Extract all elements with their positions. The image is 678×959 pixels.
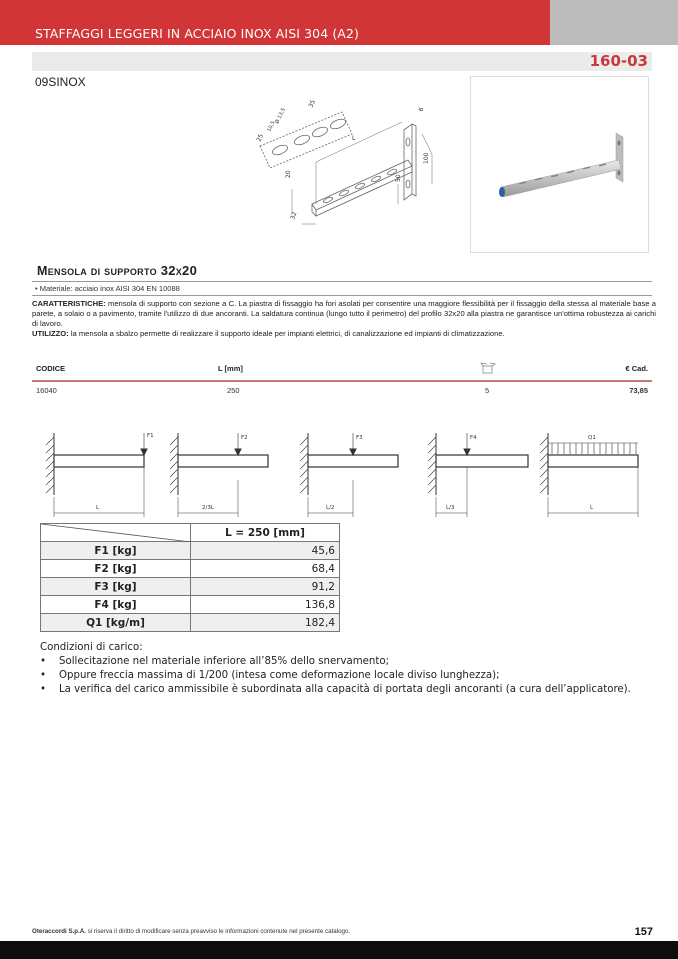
row-value: 91,2	[191, 578, 340, 596]
divider	[32, 295, 652, 296]
product-title	[37, 263, 197, 278]
svg-text:L/3: L/3	[446, 505, 455, 511]
row-package: 5	[485, 386, 490, 395]
row-value: 68,4	[191, 560, 340, 578]
product-code: 160-03	[589, 52, 648, 70]
row-label: F2 [kg]	[41, 560, 191, 578]
col-header-length: L [mm]	[218, 364, 243, 373]
table-row	[41, 614, 340, 632]
product-description	[32, 299, 656, 339]
page-number: 157	[634, 926, 653, 938]
row-label: F1 [kg]	[41, 542, 191, 560]
product-size: 32x20	[160, 263, 198, 278]
product-title-text: Mensola di supporto	[37, 264, 157, 278]
row-label: F4 [kg]	[41, 596, 191, 614]
length-header: L = 250 [mm]	[191, 524, 340, 542]
section-title: STAFFAGGI LEGGERI IN ACCIAIO INOX AISI 304 (A2)	[35, 26, 359, 41]
condition-item: • Oppure freccia massima di 1/200 (intesa come deformazione locale diviso lunghezza);	[40, 669, 631, 683]
svg-text:50: 50	[395, 174, 402, 182]
diagram-f4	[428, 433, 528, 517]
code-bar	[32, 52, 652, 71]
svg-text:32: 32	[289, 211, 299, 221]
svg-text:10,5: 10,5	[266, 120, 277, 133]
svg-text:L: L	[352, 135, 356, 142]
svg-text:L: L	[590, 505, 594, 511]
features-text: mensola di supporto con sezione a C. La piastra di fissaggio ha fori asolati per consentire una maggiore flessibilità per il fissaggio della stessa al materiale base a parete, a solaio o a pavimento, tramite l'utilizzo di due ancoranti. La saldatura continua (lungo tutto il perimetro) del profilo 32x20 alla piastra ne garantisce un'ottima robustezza ai carichi di lavoro.	[32, 299, 656, 328]
row-length: 250	[227, 386, 240, 395]
usage-label: UTILIZZO:	[32, 329, 69, 338]
diagram-f3	[300, 433, 398, 517]
row-price: 73,85	[629, 386, 648, 395]
conditions-title: Condizioni di carico:	[40, 642, 143, 653]
row-value: 136,8	[191, 596, 340, 614]
footer-bar	[0, 941, 678, 959]
table-row	[41, 596, 340, 614]
col-header-price: € Cad.	[625, 364, 648, 373]
svg-text:L: L	[96, 505, 100, 511]
table-row	[41, 560, 340, 578]
svg-text:25: 25	[255, 132, 266, 143]
condition-item: • Sollecitazione nel materiale inferiore all’85% dello snervamento;	[40, 655, 631, 669]
row-value: 182,4	[191, 614, 340, 632]
row-label: Q1 [kg/m]	[41, 614, 191, 632]
disclaimer-text: si riserva il diritto di modificare senza preavviso le informazioni contenute nel presente catalogo.	[85, 928, 351, 935]
diagonal-header-cell	[41, 524, 191, 542]
row-code: 16040	[36, 386, 57, 395]
bracket-image	[471, 77, 648, 252]
svg-text:Q1: Q1	[588, 435, 596, 441]
table-header-divider	[32, 380, 652, 382]
svg-text:Ø 13,5: Ø 13,5	[274, 107, 287, 125]
technical-drawing	[232, 94, 447, 234]
svg-text:F1: F1	[147, 433, 154, 439]
company-name: Oteraccordi S.p.A.	[32, 928, 86, 935]
load-capacity-table	[40, 523, 340, 632]
svg-text:F2: F2	[241, 435, 248, 441]
svg-text:6: 6	[417, 106, 426, 113]
table-row	[41, 542, 340, 560]
load-diagrams	[30, 425, 650, 520]
usage-text: la mensola a sbalzo permette di realizzare il supporto ideale per impianti elettrici, di canalizzazione ed impianti di climatizzazione.	[68, 329, 505, 338]
svg-text:20: 20	[285, 170, 292, 178]
svg-text:35: 35	[307, 98, 318, 109]
box-icon	[480, 362, 496, 376]
divider	[32, 281, 652, 282]
svg-text:2/3L: 2/3L	[202, 505, 214, 511]
row-label: F3 [kg]	[41, 578, 191, 596]
load-conditions	[40, 641, 631, 697]
footer-disclaimer	[32, 928, 350, 935]
svg-text:100: 100	[423, 152, 430, 164]
material-spec: • Materiale: acciaio inox AISI 304 EN 10088	[35, 284, 180, 293]
diagram-q1	[540, 433, 638, 517]
product-photo	[470, 76, 649, 253]
row-value: 45,6	[191, 542, 340, 560]
svg-text:L/2: L/2	[326, 505, 335, 511]
col-header-code: CODICE	[36, 364, 66, 373]
diagram-f2	[170, 433, 268, 517]
svg-text:F3: F3	[356, 435, 363, 441]
condition-item: • La verifica del carico ammissibile è subordinata alla capacità di portata degli ancoranti (a cura dell’applicatore).	[40, 683, 631, 697]
table-row	[41, 578, 340, 596]
features-label: CARATTERISTICHE:	[32, 299, 106, 308]
series-code: 09SINOX	[35, 75, 86, 89]
header-gray-block	[550, 0, 678, 45]
svg-text:F4: F4	[470, 435, 477, 441]
